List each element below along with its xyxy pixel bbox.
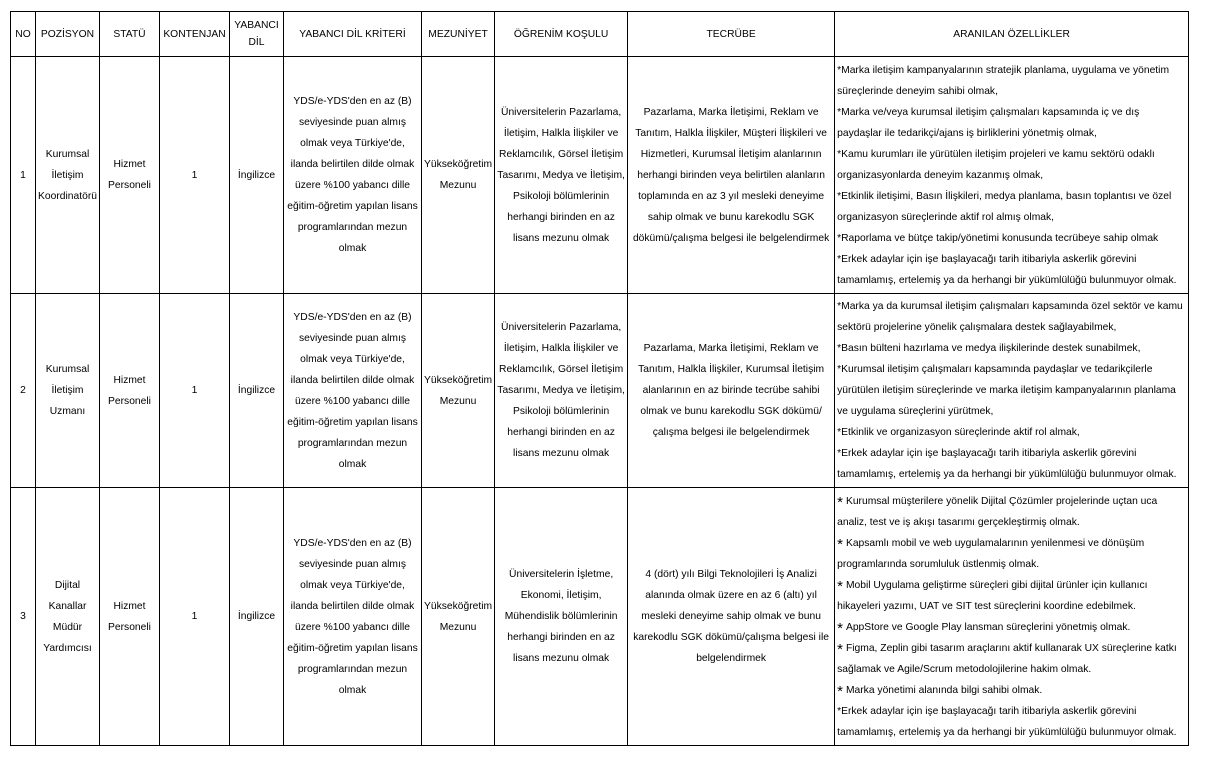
table-row	[11, 488, 1189, 746]
cell-mezuniyet: Yükseköğretim Mezunu	[422, 57, 495, 294]
cell-dil-kriteri: YDS/e-YDS'den en az (B) seviyesinde puan almış olmak veya Türkiye'de, ilanda belirtilen dilde olmak üzere %100 yabancı dille eğitim-öğretim yapılan lisans programlarından mezun olmak	[284, 57, 422, 294]
cell-tecrube: 4 (dört) yılı Bilgi Teknolojileri İş Analizi alanında olmak üzere en az 6 (altı) yıl mesleki deneyime sahip olmak ve bunu karekodlu SGK dökümü/çalışma belgesi ile belgelendirmek	[628, 488, 835, 746]
feature-item: *Erkek adaylar için işe başlayacağı tarih itibariyla askerlik görevini tamamlamış, ertelemiş ya da herhangi bir yükümlülüğü bulunmuyor olmak.	[837, 448, 1177, 480]
feature-item: *Basın bülteni hazırlama ve medya ilişkilerinde destek sunabilmek,	[837, 343, 1141, 354]
cell-mezuniyet: Yükseköğretim Mezunu	[422, 488, 495, 746]
feature-text: Kapsamlı mobil ve web uygulamalarının yenilenmesi ve dönüşüm programlarında sorumluluk üstlenmiş olmak.	[837, 537, 1145, 570]
cell-kontenjan: 1	[160, 57, 230, 294]
feature-item: *Erkek adaylar için işe başlayacağı tarih itibariyla askerlik görevini tamamlamış, ertelemiş ya da herhangi bir yükümlülüğü bulunmuyor olmak.	[837, 705, 1177, 738]
header-tecrube: TECRÜBE	[628, 12, 835, 57]
feature-item: *Erkek adaylar için işe başlayacağı tarih itibariyla askerlik görevini tamamlamış, ertelemiş ya da herhangi bir yükümlülüğü bulunmuyor olmak.	[837, 253, 1177, 286]
table-row	[11, 294, 1189, 488]
cell-dil-kriteri: YDS/e-YDS'den en az (B) seviyesinde puan almış olmak veya Türkiye'de, ilanda belirtilen dilde olmak üzere %100 yabancı dille eğitim-öğretim yapılan lisans programlarından mezun olmak	[284, 488, 422, 746]
feature-item: *Kamu kurumları ile yürütülen iletişim projeleri ve kamu sektörü odaklı organizasyonlarda deneyim kazanmış olmak,	[837, 148, 1155, 181]
cell-mezuniyet: Yükseköğretim Mezunu	[422, 294, 495, 488]
feature-item: *Marka iletişim kampanyalarının stratejik planlama, uygulama ve yönetim süreçlerinde deneyim sahibi olmak,	[837, 64, 1170, 97]
cell-tecrube: Pazarlama, Marka İletişimi, Reklam ve Tanıtım, Halkla İlişkiler, Müşteri İlişkileri ve Hizmetleri, Kurumsal İletişim alanlarının herhangi birinden veya belirtilen alanların toplamında en az 3 yıl mesleki deneyime sahip olmak ve bunu karekodlu SGK dökümü/çalışma belgesi ile belgelendirmek	[628, 57, 835, 294]
bullet-star-icon: *	[837, 682, 843, 700]
cell-statu: Hizmet Personeli	[100, 57, 160, 294]
cell-statu: Hizmet Personeli	[100, 488, 160, 746]
cell-ogrenim-kosulu: Üniversitelerin Pazarlama, İletişim, Halkla İlişkiler ve Reklamcılık, Görsel İletişim Tasarımı, Medya ve İletişim, Psikoloji bölümlerinin herhangi birinden en az lisans mezunu olmak	[495, 57, 628, 294]
bullet-star-icon: *	[837, 493, 843, 511]
feature-item: *Raporlama ve bütçe takip/yönetimi konusunda tecrübeye sahip olmak	[837, 232, 1159, 244]
cell-aranilan-ozellikler	[835, 294, 1189, 488]
feature-item	[837, 617, 1186, 638]
feature-text: Kurumsal müşterilere yönelik Dijital Çözümler projelerinde uçtan uca analiz, test ve iş akışı tasarımı gerçekleştirmiş olmak.	[837, 495, 1158, 528]
feature-item: *Marka ya da kurumsal iletişim çalışmaları kapsamında özel sektör ve kamu sektörü projelerine yönelik çalışmalara destek sağlayabilmek,	[837, 301, 1183, 333]
cell-no: 3	[11, 488, 36, 746]
cell-tecrube: Pazarlama, Marka İletişimi, Reklam ve Tanıtım, Halkla İlişkiler, Kurumsal İletişim alanlarının en az birinde tecrübe sahibi olmak ve bunu karekodlu SGK dökümü/çalışma belgesi ile belgelendirmek	[628, 294, 835, 488]
feature-item	[837, 680, 1186, 701]
cell-statu: Hizmet Personeli	[100, 294, 160, 488]
cell-no: 1	[11, 57, 36, 294]
cell-yabanci-dil: İngilizce	[230, 57, 284, 294]
header-no: NO	[11, 12, 36, 57]
cell-yabanci-dil: İngilizce	[230, 488, 284, 746]
header-kontenjan: KONTENJAN	[160, 12, 230, 57]
header-aranilan-ozellikler: ARANILAN ÖZELLİKLER	[835, 12, 1189, 57]
feature-text: Marka yönetimi alanında bilgi sahibi olmak.	[845, 684, 1043, 696]
cell-dil-kriteri: YDS/e-YDS'den en az (B) seviyesinde puan almış olmak veya Türkiye'de, ilanda belirtilen dilde olmak üzere %100 yabancı dille eğitim-öğretim yapılan lisans programlarından mezun olmak	[284, 294, 422, 488]
feature-item	[837, 575, 1186, 617]
cell-yabanci-dil: İngilizce	[230, 294, 284, 488]
cell-kontenjan: 1	[160, 294, 230, 488]
cell-aranilan-ozellikler	[835, 57, 1189, 294]
feature-item: *Etkinlik iletişimi, Basın İlişkileri, medya planlama, basın toplantısı ve özel organizasyon süreçlerinde aktif rol almış olmak,	[837, 190, 1172, 223]
header-pozisyon: POZİSYON	[36, 12, 100, 57]
feature-item	[837, 638, 1186, 680]
table-row	[11, 57, 1189, 294]
cell-no: 2	[11, 294, 36, 488]
feature-text: Figma, Zeplin gibi tasarım araçlarını aktif kullanarak UX süreçlerine katkı sağlamak ve Agile/Scrum metodolojilerine hakim olmak.	[837, 642, 1177, 675]
cell-ogrenim-kosulu: Üniversitelerin Pazarlama, İletişim, Halkla İlişkiler ve Reklamcılık, Görsel İletişim Tasarımı, Medya ve İletişim, Psikoloji bölümlerinin herhangi birinden en az lisans mezunu olmak	[495, 294, 628, 488]
cell-kontenjan: 1	[160, 488, 230, 746]
cell-aranilan-ozellikler	[835, 488, 1189, 746]
positions-table	[10, 11, 1189, 746]
feature-item: *Kurumsal iletişim çalışmaları kapsamında paydaşlar ve tedarikçilerle yürütülen iletişim süreçlerinde ve marka iletişim kampanyalarının planlama ve uygulama süreçlerini yürütmek,	[837, 364, 1176, 417]
header-row	[11, 12, 1189, 57]
header-dil-kriteri: YABANCI DİL KRİTERİ	[284, 12, 422, 57]
header-statu: STATÜ	[100, 12, 160, 57]
feature-item	[837, 533, 1186, 575]
feature-item	[837, 491, 1186, 533]
header-yabanci-dil: YABANCI DİL	[230, 12, 284, 57]
bullet-star-icon: *	[837, 535, 843, 553]
cell-ogrenim-kosulu: Üniversitelerin İşletme, Ekonomi, İletişim, Mühendislik bölümlerinin herhangi birinden en az lisans mezunu olmak	[495, 488, 628, 746]
feature-text: Mobil Uygulama geliştirme süreçleri gibi dijital ürünler için kullanıcı hikayeleri yazımı, UAT ve SIT test süreçlerini koordine edebilmek.	[837, 579, 1148, 612]
feature-item: *Etkinlik ve organizasyon süreçlerinde aktif rol almak,	[837, 427, 1080, 438]
header-ogrenim-kosulu: ÖĞRENİM KOŞULU	[495, 12, 628, 57]
cell-pozisyon: Kurumsal İletişim Uzmanı	[36, 294, 100, 488]
bullet-star-icon: *	[837, 640, 843, 658]
bullet-star-icon: *	[837, 619, 843, 637]
header-mezuniyet: MEZUNİYET	[422, 12, 495, 57]
feature-item: *Marka ve/veya kurumsal iletişim çalışmaları kapsamında iç ve dış paydaşlar ile tedarikçi/ajans iş birliklerini yönetmiş olmak,	[837, 106, 1140, 139]
feature-text: AppStore ve Google Play lansman süreçlerini yönetmiş olmak.	[845, 621, 1131, 633]
bullet-star-icon: *	[837, 577, 843, 595]
cell-pozisyon: Kurumsal İletişim Koordinatörü	[36, 57, 100, 294]
cell-pozisyon: Dijital Kanallar Müdür Yardımcısı	[36, 488, 100, 746]
